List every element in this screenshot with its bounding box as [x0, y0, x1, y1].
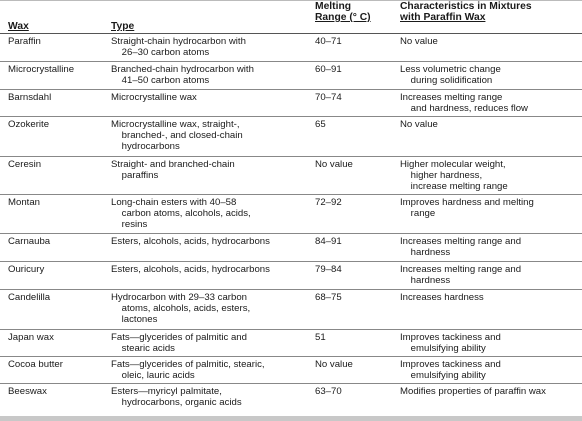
cell-char: Modifies properties of paraffin wax	[400, 386, 546, 397]
cell-melt: 79–84	[315, 264, 342, 275]
header-melting-line1: Melting	[315, 1, 352, 12]
cell-melt: 84–91	[315, 236, 342, 247]
cell-char: Increases melting range and hardness	[400, 236, 522, 258]
cell-char: No value	[400, 119, 438, 130]
cell-char: Less volumetric change during solidification	[400, 64, 501, 86]
cell-type: Microcrystalline wax	[111, 92, 197, 103]
cell-char: No value	[400, 36, 438, 47]
cell-char: Improves tackiness and emulsifying ability	[400, 332, 501, 354]
row-separator	[0, 356, 582, 357]
row-separator	[0, 261, 582, 262]
cell-wax: Montan	[8, 197, 40, 208]
cell-type: Esters—myricyl palmitate, hydrocarbons, organic acids	[111, 386, 242, 408]
header-type: Type	[111, 21, 135, 32]
cell-char: Higher molecular weight, higher hardness, increase melting range	[400, 159, 508, 192]
cell-wax: Beeswax	[8, 386, 47, 397]
cell-melt: 40–71	[315, 36, 342, 47]
cell-type: Esters, alcohols, acids, hydrocarbons	[111, 264, 270, 275]
cell-wax: Japan wax	[8, 332, 54, 343]
cell-char: Increases hardness	[400, 292, 484, 303]
cell-type: Straight-chain hydrocarbon with 26–30 carbon atoms	[111, 36, 246, 58]
header-characteristics-line1: Characteristics in Mixtures	[400, 1, 532, 12]
cell-char: Improves hardness and melting range	[400, 197, 534, 219]
row-separator	[0, 329, 582, 330]
row-separator	[0, 156, 582, 157]
cell-wax: Cocoa butter	[8, 359, 63, 370]
cell-melt: 65	[315, 119, 326, 130]
cell-wax: Paraffin	[8, 36, 41, 47]
cell-wax: Carnauba	[8, 236, 51, 247]
cell-melt: No value	[315, 159, 353, 170]
cell-char: Improves tackiness and emulsifying ability	[400, 359, 501, 381]
row-separator	[0, 61, 582, 62]
row-separator	[0, 116, 582, 117]
cell-melt: 63–70	[315, 386, 342, 397]
cell-type: Esters, alcohols, acids, hydrocarbons	[111, 236, 270, 247]
cell-type: Microcrystalline wax, straight-, branched-, and closed-chain hydrocarbons	[111, 119, 243, 152]
cell-melt: 68–75	[315, 292, 342, 303]
header-characteristics-line2: with Paraffin Wax	[400, 12, 486, 23]
cell-melt: 60–91	[315, 64, 342, 75]
cell-wax: Barnsdahl	[8, 92, 52, 103]
cell-type: Long-chain esters with 40–58 carbon atoms, alcohols, acids, resins	[111, 197, 251, 230]
cell-wax: Ozokerite	[8, 119, 50, 130]
row-separator	[0, 289, 582, 290]
cell-melt: 72–92	[315, 197, 342, 208]
cell-wax: Candelilla	[8, 292, 51, 303]
cell-wax: Ouricury	[8, 264, 45, 275]
header-wax: Wax	[8, 21, 29, 32]
row-separator	[0, 194, 582, 195]
bottom-bar	[0, 416, 582, 421]
header-rule	[0, 33, 582, 34]
cell-type: Branched-chain hydrocarbon with 41–50 carbon atoms	[111, 64, 254, 86]
cell-char: Increases melting range and hardness	[400, 264, 522, 286]
header-melting-line2: Range (° C)	[315, 12, 371, 23]
row-separator	[0, 383, 582, 384]
cell-wax: Ceresin	[8, 159, 42, 170]
cell-melt: 70–74	[315, 92, 342, 103]
cell-type: Fats—glycerides of palmitic, stearic, oleic, lauric acids	[111, 359, 265, 381]
cell-type: Hydrocarbon with 29–33 carbon atoms, alcohols, acids, esters, lactones	[111, 292, 251, 325]
row-separator	[0, 233, 582, 234]
row-separator	[0, 89, 582, 90]
cell-type: Fats—glycerides of palmitic and stearic acids	[111, 332, 247, 354]
cell-melt: 51	[315, 332, 326, 343]
cell-wax: Microcrystalline	[8, 64, 75, 75]
cell-type: Straight- and branched-chain paraffins	[111, 159, 235, 181]
cell-melt: No value	[315, 359, 353, 370]
cell-char: Increases melting range and hardness, reduces flow	[400, 92, 528, 114]
